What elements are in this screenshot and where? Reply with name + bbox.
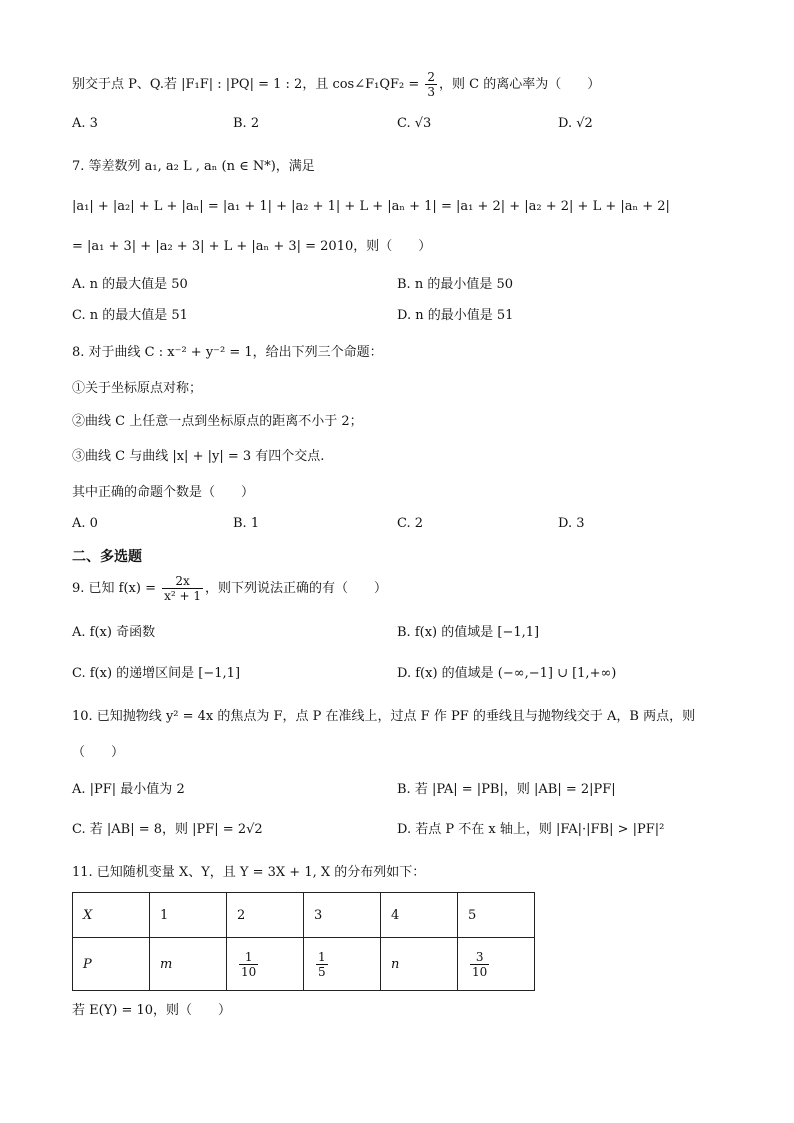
q6-stem-tail: ，则 C 的离心率为（ ）	[439, 77, 601, 92]
table-cell: P	[73, 938, 150, 991]
q6-option-d: D. √2	[558, 116, 593, 131]
q10-option-b: B. 若 |PA| = |PB|，则 |AB| = 2|PF|	[397, 782, 616, 797]
q11-stem: 11. 已知随机变量 X、Y，且 Y = 3X + 1, X 的分布列如下：	[72, 865, 426, 880]
q10-stem-line1: 10. 已知抛物线 y² = 4x 的焦点为 F，点 P 在准线上，过点 F 作 PF 的垂线且与抛物线交于 A，B 两点，则	[72, 709, 696, 724]
q11-condition: 若 E(Y) = 10，则（ ）	[72, 1003, 232, 1018]
q8-stem: 8. 对于曲线 C : x⁻² + y⁻² = 1，给出下列三个命题：	[72, 345, 383, 360]
table-cell: n	[381, 938, 458, 991]
q6-fraction: $\frac{2}{3}$	[427, 70, 436, 99]
q8-ask: 其中正确的命题个数是（ ）	[72, 485, 255, 500]
q10-stem-line2: （ ）	[72, 745, 125, 760]
q6-option-c: C. √3	[397, 116, 432, 131]
q7-stem-line1: 7. 等差数列 a₁, a₂ L , aₙ (n ∈ N*)，满足	[72, 159, 315, 174]
q6-option-b: B. 2	[233, 116, 260, 131]
table-row	[73, 938, 535, 991]
table-cell: 2	[227, 893, 304, 938]
q7-option-c: C. n 的最大值是 51	[72, 308, 188, 323]
q8-option-b: B. 1	[233, 516, 260, 531]
q7-option-b: B. n 的最小值是 50	[397, 277, 513, 292]
table-cell: 5	[458, 893, 535, 938]
q9-option-c: C. f(x) 的递增区间是 [−1,1]	[72, 666, 241, 681]
q9-stem: 9. 已知 f(x) = $\frac{2x}{\text{x² + 1}}$ ，则下列说法正确的有（ ）	[72, 574, 388, 603]
q6-stem-text: 别交于点 P、Q.若 |F₁F| : |PQ| = 1 : 2，且 cos∠F₁QF₂ =	[72, 77, 424, 92]
q8-option-c: C. 2	[397, 516, 424, 531]
q10-option-d: D. 若点 P 不在 x 轴上，则 |FA|·|FB| > |PF|²	[397, 822, 665, 837]
table-row	[73, 893, 535, 938]
table-cell: $\frac{1}{10}$	[227, 938, 304, 991]
q8-item-1: ①关于坐标原点对称；	[72, 381, 203, 396]
q8-item-3: ③曲线 C 与曲线 |x| + |y| = 3 有四个交点.	[72, 449, 325, 464]
table-cell: 3	[304, 893, 381, 938]
q9-option-b: B. f(x) 的值域是 [−1,1]	[397, 625, 540, 640]
table-cell: m	[150, 938, 227, 991]
distribution-table	[72, 892, 535, 991]
q7-option-a: A. n 的最大值是 50	[72, 277, 188, 292]
q7-stem-line2: |a₁| + |a₂| + L + |aₙ| = |a₁ + 1| + |a₂ + 1| + L + |aₙ + 1| = |a₁ + 2| + |a₂ + 2| + L + |aₙ + 2|	[72, 199, 670, 214]
table-cell: $\frac{1}{5}$	[304, 938, 381, 991]
q7-option-d: D. n 的最小值是 51	[397, 308, 514, 323]
q8-option-a: A. 0	[72, 516, 98, 531]
q10-option-a: A. |PF| 最小值为 2	[72, 782, 185, 797]
q8-option-d: D. 3	[558, 516, 585, 531]
q6-stem	[72, 70, 600, 99]
table-cell: $\frac{3}{10}$	[458, 938, 535, 991]
section-title-multiple-choice: 二、多选题	[72, 549, 142, 565]
q9-fraction: $\frac{2x}{\text{x² + 1}}$	[164, 574, 202, 603]
table-cell: 4	[381, 893, 458, 938]
q9-option-a: A. f(x) 奇函数	[72, 625, 156, 640]
q6-option-a: A. 3	[72, 116, 98, 131]
q9-option-d: D. f(x) 的值域是 (−∞,−1] ∪ [1,+∞)	[397, 666, 617, 681]
q7-stem-line3: = |a₁ + 3| + |a₂ + 3| + L + |aₙ + 3| = 2010，则（ ）	[72, 239, 432, 254]
table-cell: X	[73, 893, 150, 938]
q10-option-c: C. 若 |AB| = 8，则 |PF| = 2√2	[72, 822, 263, 837]
table-cell: 1	[150, 893, 227, 938]
q8-item-2: ②曲线 C 上任意一点到坐标原点的距离不小于 2；	[72, 414, 363, 429]
